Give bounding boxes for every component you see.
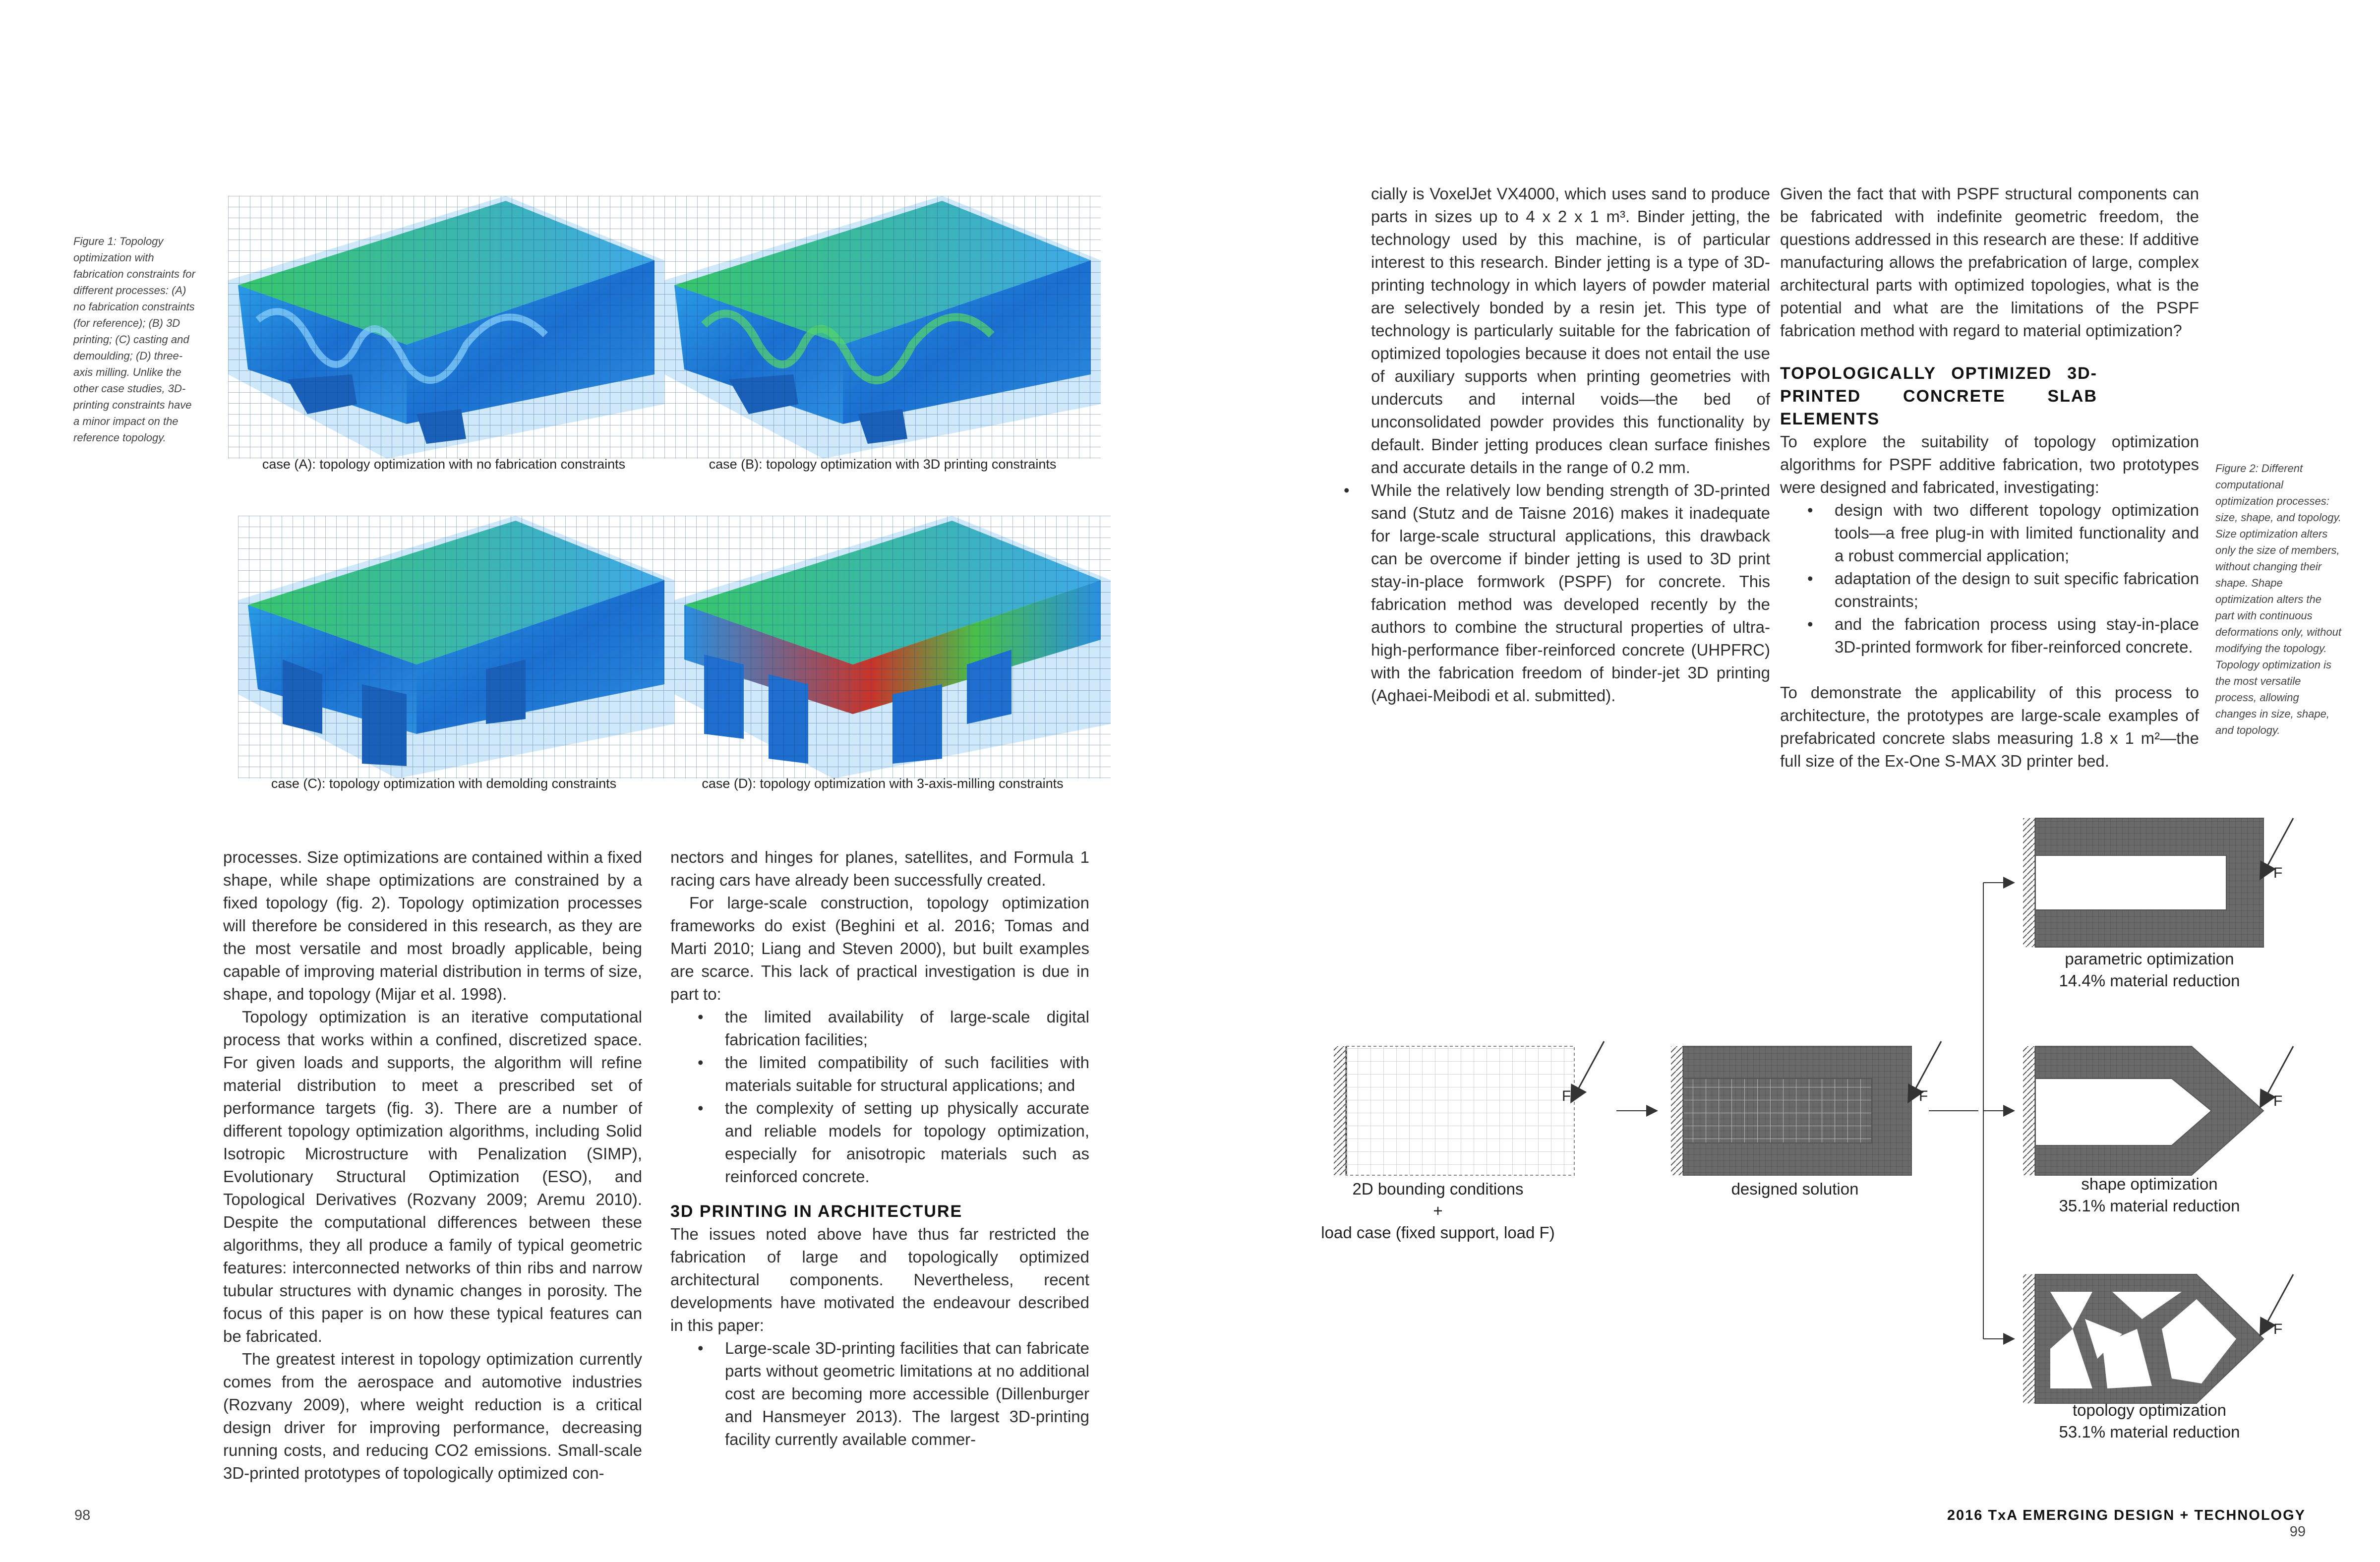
parametric-optimization-panel — [2023, 818, 2293, 947]
fixed-support-hatch — [1334, 1046, 1346, 1175]
force-label: F — [2273, 1321, 2283, 1337]
parametric-label: parametric optimization 14.4% material reduction — [2059, 950, 2240, 990]
designed-solution-label: designed solution — [1731, 1180, 1859, 1198]
design-domain-grid — [1346, 1046, 1574, 1175]
list-item: • the limited compatibility of such facilities with materials suitable for structural applications; and — [670, 1051, 1089, 1097]
figure-1a-caption: case (A): topology optimization with no fabrication constraints — [262, 457, 626, 472]
figure-1c-render — [238, 516, 674, 779]
right-column-2 — [1780, 182, 2199, 773]
paragraph: To demonstrate the applicability of this process to architecture, the prototypes are large-scale examples of prefabricated concrete slabs measuring 1.8 x 1 m²—the full size of the Ex-One S-MAX 3D printer bed. — [1780, 683, 2199, 770]
bullet-list — [1316, 479, 1770, 707]
section-heading: 3D PRINTING IN ARCHITECTURE — [670, 1202, 963, 1221]
left-column-2 — [670, 846, 1089, 1451]
branch-connector — [1929, 883, 2013, 1339]
force-label: F — [1562, 1088, 1571, 1104]
bounding-label: 2D bounding conditions + load case (fixed support, load F) — [1321, 1180, 1555, 1242]
page-number-left: 98 — [74, 1507, 91, 1523]
list-item: • and the fabrication process using stay-in-place 3D-printed formwork for fiber-reinforced concrete. — [1780, 613, 2199, 659]
figure-1c-caption: case (C): topology optimization with demolding constraints — [271, 776, 617, 791]
force-label: F — [1919, 1088, 1928, 1104]
paragraph: To explore the suitability of topology optimization algorithms for PSPF additive fabrication, two prototypes were designed and fabricated, investigating: — [1780, 432, 2199, 496]
section-heading: TOPOLOGICALLY OPTIMIZED 3D-PRINTED CONCRETE SLAB ELEMENTS — [1780, 364, 2097, 428]
paragraph: Given the fact that with PSPF structural components can be fabricated with indefinite geometric freedom, the questions addressed in this research are these: If additive manufacturing allows the prefabrication of large, complex architectural parts with optimized topologies, what is the potential and what are the limitations of the PSPF fabrication method with regard to material optimization? — [1780, 184, 2199, 340]
left-column-1 — [223, 846, 642, 1485]
figure-2-sidenote: Figure 2: Different computational optimization processes: size, shape, and topology. Size optimization alters only the size of members, without changing their shape. Shape optimization alters the part with continuous deformations only, without modifying the topology. Topology optimization is the most versatile process, allowing changes in size, shape, and topology. — [2215, 462, 2341, 736]
paragraph: Topology optimization is an iterative computational process that works within a confined, discretized space. For given loads and supports, the algorithm will refine material distribution to meet a prescribed set of performance targets (fig. 3). There are a number of different topology optimization algorithms, including Solid Isotropic Microstructure with Penalization (SIMP), Evolutionary Structural Optimization (ESO), and Topological Derivatives (Rozvany 2009; Aremu 2010). Despite the computational differences between these algorithms, they all produce a family of typical geometric features: interconnected networks of thin ribs and narrow tubular structures with dynamic changes in porosity. The focus of this paper is on how these typical features can be fabricated. — [223, 1008, 642, 1345]
load-arrow — [1572, 1041, 1604, 1101]
figure-2-diagram — [1319, 803, 2301, 1448]
shape-label: shape optimization 35.1% material reduction — [2059, 1175, 2240, 1215]
page-number-right: 99 — [2289, 1524, 2306, 1540]
figure-1b-caption: case (B): topology optimization with 3D printing constraints — [709, 457, 1057, 472]
list-item: • adaptation of the design to suit specific fabrication constraints; — [1780, 567, 2199, 613]
list-item: • the limited availability of large-scale digital fabrication facilities; — [670, 1006, 1089, 1051]
paragraph: The issues noted above have thus far restricted the fabrication of large and topologically optimized architectural components. Nevertheless, recent developments have motivated the endeavour described in this paper: — [670, 1225, 1089, 1334]
topology-label: topology optimization 53.1% material reduction — [2059, 1401, 2240, 1441]
force-label: F — [2273, 865, 2283, 881]
bullet-list — [1780, 499, 2199, 659]
force-label: F — [2273, 1093, 2283, 1109]
bounding-conditions-panel — [1334, 1041, 1604, 1175]
shape-optimization-panel — [2023, 1046, 2293, 1175]
paragraph: For large-scale construction, topology optimization frameworks do exist (Beghini et al. 2016; Tomas and Marti 2010; Liang and Steven 2000), but built examples are scarce. This lack of practical investigation is due in part to: — [670, 894, 1089, 1003]
figure-1b-render — [664, 196, 1101, 459]
paragraph: nectors and hinges for planes, satellites, and Formula 1 racing cars have already been successfully created. — [670, 848, 1089, 889]
figure-1d-caption: case (D): topology optimization with 3-axis-milling constraints — [702, 776, 1064, 791]
page-footer-right — [1934, 1507, 2306, 1540]
figure-1-sidenote: Figure 1: Topology optimization with fabrication constraints for different processes: (A) no fabrication constraints (for reference); (B) 3D printing; (C) casting and demoulding; (D) three-axis milling. Unlike the other case studies, 3D-printing constraints have a minor impact on the reference topology. — [73, 235, 195, 444]
figure-1a-render — [228, 196, 664, 459]
list-item: • the complexity of setting up physically accurate and reliable models for topology optimization, especially for anisotropic materials such as reinforced concrete. — [670, 1097, 1089, 1188]
paragraph: processes. Size optimizations are contained within a fixed shape, while shape optimizations are constrained by a fixed topology (fig. 2). Topology optimization processes will therefore be considered in this research, as they are the most versatile and most broadly applicable, being capable of improving material distribution in terms of size, shape, and topology (Mijar et al. 1998). — [223, 848, 642, 1003]
paragraph: cially is VoxelJet VX4000, which uses sand to produce parts in sizes up to 4 x 2 x 1 m³. Binder jetting, the technology used by this machine, is of particular interest to this research. Binder jetting is a type of 3D-printing technology in which layers of powder material are selectively bonded by a resin jet. This type of technology is particularly suitable for the fabrication of optimized topologies because it does not entail the use of auxiliary supports when printing geometries with undercuts and internal voids—the bed of unconsolidated powder provides this functionality by default. Binder jetting produces clean surface finishes and accurate details in the range of 0.2 mm. — [1371, 184, 1770, 477]
right-column-1 — [1351, 182, 1770, 707]
list-item: • While the relatively low bending strength of 3D-printed sand (Stutz and de Taisne 2016) makes it inadequate for large-scale structural applications, this drawback can be overcome if binder jetting is used to 3D print stay-in-place formwork (PSPF) for concrete. This fabrication method was developed recently by the authors to combine the structural properties of ultra-high-performance fiber-reinforced concrete (UHPFRC) with the fabrication freedom of binder-jet 3D printing (Aghaei-Meibodi et al. submitted). — [1316, 479, 1770, 707]
paragraph: The greatest interest in topology optimization currently comes from the aerospace and automotive industries (Rozvany 2009), where weight reduction is a critical design driver for improving performance, decreasing running costs, and reducing CO2 emissions. Small-scale 3D-printed prototypes of topologically optimized con- — [223, 1350, 642, 1482]
list-item: • design with two different topology optimization tools—a free plug-in with limited functionality and a robust commercial application; — [1780, 499, 2199, 567]
list-item: • Large-scale 3D-printing facilities that can fabricate parts without geometric limitations at no additional cost are becoming more accessible (Dillenburger and Hansmeyer 2013). The largest 3D-printing facility currently available commer- — [670, 1337, 1089, 1451]
bullet-list — [670, 1337, 1089, 1451]
figure-1d-render — [674, 516, 1111, 779]
topology-optimization-panel — [2023, 1274, 2293, 1403]
journal-title: 2016 TxA EMERGING DESIGN + TECHNOLOGY — [1947, 1507, 2306, 1523]
designed-solution-panel — [1671, 1041, 1941, 1175]
bullet-list — [670, 1006, 1089, 1188]
